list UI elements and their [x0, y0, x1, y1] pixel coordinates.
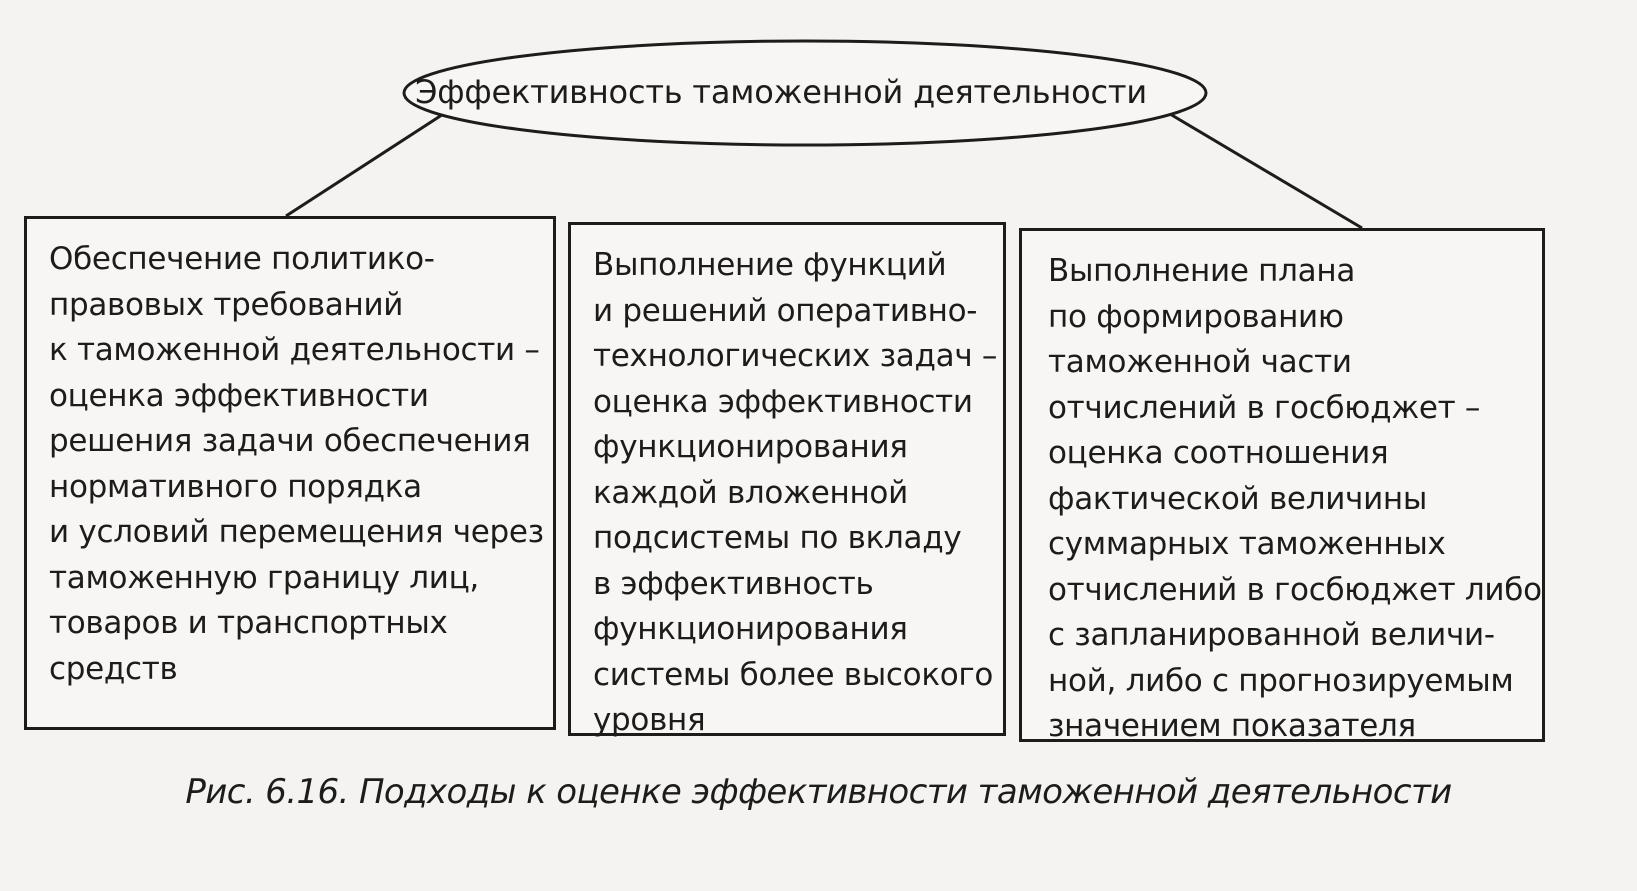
box-text-line: уровня — [593, 702, 706, 738]
box-text-line: товаров и транспортных — [49, 605, 448, 641]
box-text-line: ной, либо с прогнозируемым — [1048, 662, 1514, 699]
box-text-line: и условий перемещения через — [49, 514, 544, 550]
approach-box-political-legal — [24, 216, 556, 730]
box-text-line: Обеспечение политико- — [49, 241, 435, 277]
box-text-line: подсистемы по вкладу — [593, 520, 962, 556]
root-node-title: Эффективность таможенной деятельности — [415, 73, 1147, 111]
box-text-line: решения задачи обеспечения — [49, 423, 531, 459]
approach-box-budget-plan — [1019, 228, 1545, 742]
connector-line-right — [1170, 114, 1362, 228]
connector-line-left — [286, 111, 448, 216]
box-text-line: Выполнение плана — [1048, 253, 1356, 289]
box-text-line: таможенную границу лиц, — [49, 559, 479, 596]
box-text-line: оценка соотношения — [1048, 435, 1389, 471]
box-text-line: системы более высокого — [593, 656, 994, 693]
box-text-line: суммарных таможенных — [1048, 526, 1446, 562]
box-text-line: функционирования — [593, 611, 908, 647]
box-text-line: фактической величины — [1048, 480, 1428, 517]
box-text-line: значением показателя — [1048, 708, 1416, 744]
box-text-line: технологических задач – — [593, 338, 998, 374]
box-text-line: средств — [49, 650, 178, 687]
figure-caption: Рис. 6.16. Подходы к оценке эффективности таможенной деятельности — [185, 772, 1452, 812]
box-text-line: функционирования — [593, 429, 908, 465]
box-text-line: Выполнение функций — [593, 247, 947, 283]
box-text-line: отчислений в госбюджет либо — [1048, 571, 1542, 608]
box-text-line: оценка эффективности — [593, 383, 973, 420]
box-text-line: в эффективность — [593, 565, 874, 602]
box-text-line: с запланированной величи- — [1048, 617, 1495, 653]
box-text-line: таможенной части — [1048, 344, 1352, 380]
box-text-line: отчислений в госбюджет – — [1048, 389, 1481, 426]
box-text-line: правовых требований — [49, 286, 404, 323]
box-text-line: каждой вложенной — [593, 474, 908, 511]
box-text-line: и решений оперативно- — [593, 292, 978, 329]
box-text-line: нормативного порядка — [49, 468, 422, 505]
box-text-line: к таможенной деятельности – — [49, 332, 540, 368]
approach-box-operational-tasks — [568, 222, 1006, 736]
box-text-line: оценка эффективности — [49, 377, 429, 414]
box-text-line: по формированию — [1048, 298, 1344, 335]
